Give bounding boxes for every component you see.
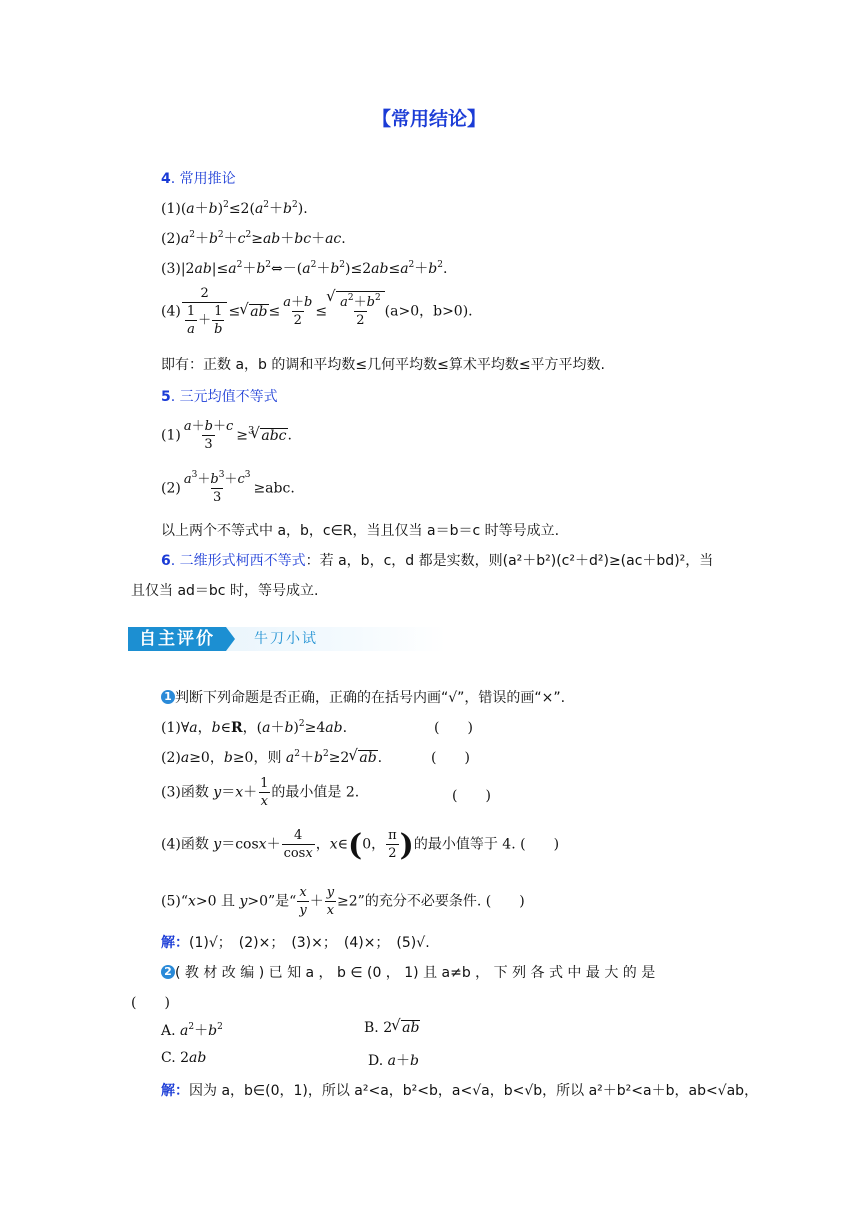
q1-item-1: (1)∀a，b∈R，$(a+b)^2\ge 4ab$. <box>161 719 348 736</box>
q2-stem-line-1: 2 ( 教 材 改 编 ) 已 知 a ， b ∈ (0 ， 1) 且 a≠b ， 下 列 各 式 中 最 大 的 是 <box>161 962 655 982</box>
q2-option-d[interactable]: D. a＋b <box>368 1053 419 1069</box>
q1-item-2-blank[interactable]: ( ) <box>431 750 470 766</box>
q1-item-3: (3)函数 y＝x＋ $\frac{1}{x}$ 的最小值是 2. <box>161 776 360 809</box>
banner-sub-label: 牛刀小试 <box>254 631 318 647</box>
q1-item-3-blank[interactable]: ( ) <box>452 788 491 804</box>
banner-arrow-icon <box>226 627 235 651</box>
section-5-heading: 5. 三元均值不等式 <box>161 389 278 405</box>
sec4-summary: 即有：正数 a，b 的调和平均数≤几何平均数≤算术平均数≤平方平均数. <box>161 357 606 373</box>
section-6-line-2: 且仅当 ad＝bc 时，等号成立. <box>131 583 319 599</box>
q2-answer: 解：因为 a，b∈(0，1)，所以 a²<a，b²<b，a<√a，b<√b，所以 a²＋b²<a＋b，ab<√ab， <box>161 1083 759 1099</box>
question-number-2-icon: 2 <box>161 965 175 979</box>
sec4-item-2: $(2)a^2+b^2+c^2\ge ab+bc+ac$. <box>161 230 346 247</box>
section-6-line-1: 6. 二维形式柯西不等式：若 a，b，c，d 都是实数，则(a²＋b²)(c²＋d²)≥(ac＋bd)²，当 <box>161 553 714 569</box>
page-title: 【常用结论】 <box>372 108 487 130</box>
sec5-item-2: (2) $\frac{a^3+b^3+c^3}{3}$ ≥abc. <box>161 470 295 505</box>
sec5-note: 以上两个不等式中 a，b，c∈R，当且仅当 a＝b＝c 时等号成立. <box>161 523 560 539</box>
banner-main-label: 自主评价 <box>128 627 226 651</box>
q2-option-b[interactable]: B. 2√ ab <box>364 1020 420 1036</box>
q1-item-1-blank[interactable]: ( ) <box>434 720 473 736</box>
sec4-item-1: $(1)(a+b)^2\le 2(a^2+b^2)$. <box>161 200 308 217</box>
q2-option-a[interactable]: A. $a^2+b^2$ <box>161 1022 223 1039</box>
q2-option-c[interactable]: C. 2ab <box>161 1050 207 1066</box>
sec4-item-4: (4) 2 $\frac{1}{a}$ ＋ $\frac{1}{b}$ ≤√ ab≤ $\frac{a+b}{2}$ ≤ √ $\frac{a^2+b^2}{2}$ (a>0，b>0). <box>161 285 473 338</box>
q1-item-2: (2)a≥0，b≥0，则 $a^2+b^2\ge 2√$ ab. <box>161 747 382 767</box>
sec4-item-3: $(3)|2ab|\le a^2+b^2\Leftrightarrow-(a^2+b^2)\le 2ab\le a^2+b^2$. <box>161 260 448 277</box>
q1-stem: 1 判断下列命题是否正确，正确的在括号内画“√”，错误的画“×”. <box>161 687 565 707</box>
self-evaluation-banner <box>128 627 446 651</box>
q1-item-4: (4)函数 y＝cosx＋ $\frac{4}{\cos x}$ ，x∈(0， $\frac{\pi}{2}$ )的最小值等于 4. ( ) <box>161 827 560 863</box>
q2-stem-line-2[interactable]: ( ) <box>131 995 170 1011</box>
section-4-heading: 4. 常用推论 <box>161 171 236 187</box>
q1-item-5: (5)“x>0 且 y>0”是“ $\frac{x}{y}$ ＋ $\frac{y}{x}$ ≥2”的充分不必要条件. ( ) <box>161 885 525 918</box>
q1-answer: 解：(1)√； (2)×； (3)×； (4)×； (5)√. <box>161 935 430 951</box>
question-number-1-icon: 1 <box>161 690 175 704</box>
sec5-item-1: (1) $\frac{a+b+c}{3}$ ≥$^3$√ abc. <box>161 418 292 453</box>
